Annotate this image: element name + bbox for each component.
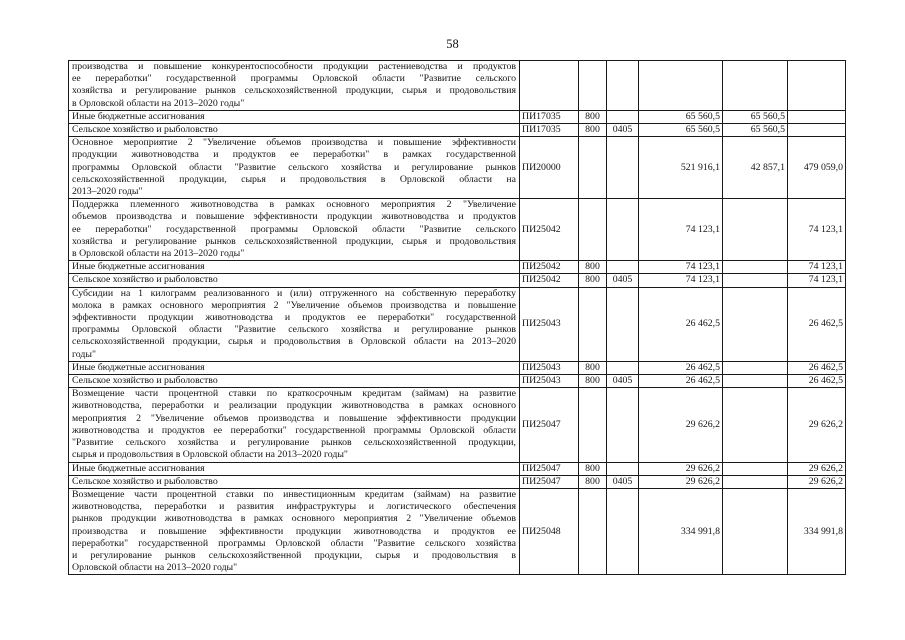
amount-2-cell — [723, 361, 788, 374]
row-description — [69, 274, 520, 287]
amount-1-cell: 74 123,1 — [639, 274, 723, 287]
section-code-cell — [607, 199, 639, 261]
budget-code-cell: ПИ25042 — [520, 199, 579, 261]
table-body — [69, 61, 846, 575]
budget-code-cell: ПИ20000 — [520, 137, 579, 199]
budget-code-cell: ПИ25043 — [520, 361, 579, 374]
expense-type-cell — [579, 388, 607, 462]
section-code-cell — [607, 488, 639, 574]
amount-3-cell: 479 059,0 — [788, 137, 846, 199]
description-line: животноводства и продуктов ее переработки" государственной программы Орловской области — [72, 424, 516, 436]
description-line: хозяйства и регулирование рынков сельскохозяйственной продукции, сырья и продовольствия — [72, 235, 516, 247]
row-description — [69, 361, 520, 374]
amount-2-cell: 42 857,1 — [723, 137, 788, 199]
description-line: 2013–2020 годы" — [72, 186, 143, 198]
description-line: молока в рамках основного мероприятия 2 "Увеличение объемов производства и повышение — [72, 299, 516, 311]
section-code-cell — [607, 361, 639, 374]
description-line: программы Орловской области "Развитие сельского хозяйства и регулирование рынков — [72, 324, 516, 336]
row-description — [69, 388, 520, 462]
section-code-cell — [607, 462, 639, 475]
amount-2-cell — [723, 199, 788, 261]
budget-code-cell: ПИ25042 — [520, 274, 579, 287]
row-description — [69, 110, 520, 123]
budget-code-cell: ПИ25043 — [520, 287, 579, 361]
description-line: сельскохозяйственной продукции, сырья и продовольствия в Орловской области на — [72, 173, 516, 185]
description-line: ее переработки" государственной программы Орловской области "Развитие сельского — [72, 73, 516, 85]
expense-type-cell — [579, 137, 607, 199]
description-line: Иные бюджетные ассигнования — [72, 261, 205, 273]
amount-2-cell — [723, 488, 788, 574]
amount-1-cell: 26 462,5 — [639, 375, 723, 388]
budget-code-cell: ПИ25047 — [520, 475, 579, 488]
section-code-cell — [607, 287, 639, 361]
description-line: Основное мероприятие 2 "Увеличение объемов производства и повышение эффективности — [72, 137, 516, 149]
expense-type-cell — [579, 61, 607, 111]
description-line: "Развитие сельского хозяйства и регулирование рынков сельскохозяйственной продукции, — [72, 437, 516, 449]
section-code-cell: 0405 — [607, 375, 639, 388]
description-line: и регулирование рынков сельскохозяйственной продукции, сырья и продовольствия в — [72, 549, 516, 561]
amount-1-cell: 65 560,5 — [639, 124, 723, 137]
amount-1-cell: 29 626,2 — [639, 475, 723, 488]
description-line: производства и повышение конкурентоспособности продукции растениеводства и продуктов — [72, 61, 516, 72]
section-code-cell — [607, 137, 639, 199]
section-code-cell: 0405 — [607, 274, 639, 287]
amount-1-cell — [639, 61, 723, 111]
budget-code-cell: ПИ25042 — [520, 261, 579, 274]
section-code-cell: 0405 — [607, 124, 639, 137]
amount-3-cell: 26 462,5 — [788, 287, 846, 361]
table-row — [69, 261, 846, 274]
table-row — [69, 287, 846, 361]
section-code-cell — [607, 388, 639, 462]
amount-3-cell: 74 123,1 — [788, 261, 846, 274]
expense-type-cell: 800 — [579, 110, 607, 123]
expense-type-cell — [579, 199, 607, 261]
amount-1-cell: 74 123,1 — [639, 261, 723, 274]
amount-2-cell — [723, 388, 788, 462]
expense-type-cell: 800 — [579, 124, 607, 137]
amount-2-cell — [723, 274, 788, 287]
section-code-cell — [607, 61, 639, 111]
row-description — [69, 124, 520, 137]
description-line: в Орловской области на 2013–2020 годы" — [72, 97, 245, 109]
amount-3-cell: 26 462,5 — [788, 375, 846, 388]
description-line: Сельское хозяйство и рыболовство — [72, 375, 218, 387]
description-line: Сельское хозяйство и рыболовство — [72, 475, 218, 487]
description-line: Сельское хозяйство и рыболовство — [72, 274, 218, 286]
expense-type-cell — [579, 488, 607, 574]
amount-3-cell: 74 123,1 — [788, 274, 846, 287]
description-line: Возмещение части процентной ставки по краткосрочным кредитам (займам) на развитие — [72, 388, 516, 400]
amount-1-cell: 26 462,5 — [639, 361, 723, 374]
table-row — [69, 462, 846, 475]
row-description — [69, 287, 520, 361]
budget-code-cell: ПИ17035 — [520, 124, 579, 137]
description-line: мероприятия 2 "Увеличение объемов производства и повышение эффективности продукции — [72, 412, 516, 424]
amount-3-cell — [788, 124, 846, 137]
table-row — [69, 124, 846, 137]
budget-code-cell: ПИ25043 — [520, 375, 579, 388]
description-line: переработки" государственной программы Орловской области "Развитие сельского хозяйства — [72, 537, 516, 549]
budget-table — [68, 60, 846, 575]
description-line: объемов производства и повышение эффективности продукции животноводства и продуктов — [72, 211, 516, 223]
amount-1-cell: 26 462,5 — [639, 287, 723, 361]
description-line: эффективности продукции животноводства и продуктов ее переработки" государственной — [72, 312, 516, 324]
row-description — [69, 375, 520, 388]
row-description — [69, 475, 520, 488]
budget-code-cell: ПИ25047 — [520, 462, 579, 475]
description-line: животноводства, переработки и развития инфраструктуры и логистического обеспечения — [72, 501, 516, 513]
amount-3-cell: 26 462,5 — [788, 361, 846, 374]
page-number: 58 — [446, 37, 459, 51]
budget-code-cell: ПИ17035 — [520, 110, 579, 123]
expense-type-cell: 800 — [579, 274, 607, 287]
expense-type-cell: 800 — [579, 375, 607, 388]
description-line: хозяйства и регулирование рынков сельскохозяйственной продукции, сырья и продовольствия — [72, 85, 516, 97]
description-line: Иные бюджетные ассигнования — [72, 462, 205, 474]
amount-2-cell: 65 560,5 — [723, 124, 788, 137]
expense-type-cell: 800 — [579, 361, 607, 374]
row-description — [69, 488, 520, 574]
section-code-cell: 0405 — [607, 475, 639, 488]
amount-1-cell: 29 626,2 — [639, 462, 723, 475]
description-line: рынков продукции животноводства в рамках основного мероприятия 2 "Увеличение объемов — [72, 513, 516, 525]
amount-2-cell — [723, 261, 788, 274]
budget-code-cell: ПИ25048 — [520, 488, 579, 574]
table-row — [69, 137, 846, 199]
row-description — [69, 462, 520, 475]
description-line: производства и повышение эффективности продукции животноводства и продуктов ее — [72, 525, 516, 537]
expense-type-cell — [579, 287, 607, 361]
description-line: сельскохозяйственной продукции, сырья и продовольствия в Орловской области на 2013–2020 — [72, 336, 516, 348]
table-row — [69, 388, 846, 462]
table-row — [69, 110, 846, 123]
amount-1-cell: 65 560,5 — [639, 110, 723, 123]
table-row — [69, 361, 846, 374]
table-row — [69, 199, 846, 261]
description-line: Субсидии на 1 килограмм реализованного и (или) отгруженного на собственную переработку — [72, 287, 516, 299]
amount-2-cell — [723, 287, 788, 361]
amount-3-cell: 74 123,1 — [788, 199, 846, 261]
description-line: Возмещение части процентной ставки по инвестиционным кредитам (займам) на развитие — [72, 488, 516, 500]
expense-type-cell: 800 — [579, 462, 607, 475]
table-row — [69, 488, 846, 574]
description-line: Орловской области на 2013–2020 годы" — [72, 562, 238, 574]
description-line: годы" — [72, 348, 96, 360]
table-row — [69, 375, 846, 388]
amount-3-cell: 334 991,8 — [788, 488, 846, 574]
amount-3-cell — [788, 110, 846, 123]
row-description — [69, 261, 520, 274]
section-code-cell — [607, 261, 639, 274]
expense-type-cell: 800 — [579, 475, 607, 488]
table-row — [69, 475, 846, 488]
budget-code-cell: ПИ25047 — [520, 388, 579, 462]
amount-2-cell — [723, 375, 788, 388]
description-line: Иные бюджетные ассигнования — [72, 110, 205, 122]
amount-2-cell — [723, 475, 788, 488]
amount-2-cell — [723, 462, 788, 475]
amount-3-cell: 29 626,2 — [788, 388, 846, 462]
description-line: сырья и продовольствия в Орловской области на 2013–2020 годы" — [72, 449, 348, 461]
row-description — [69, 199, 520, 261]
amount-1-cell: 334 991,8 — [639, 488, 723, 574]
description-line: продукции животноводства и продуктов ее переработки" в рамках государственной — [72, 149, 516, 161]
description-line: ее переработки" государственной программы Орловской области "Развитие сельского — [72, 223, 516, 235]
table-row — [69, 274, 846, 287]
description-line: Поддержка племенного животноводства в рамках основного мероприятия 2 "Увеличение — [72, 199, 516, 211]
description-line: программы Орловской области "Развитие сельского хозяйства и регулирование рынков — [72, 161, 516, 173]
row-description — [69, 137, 520, 199]
amount-3-cell: 29 626,2 — [788, 462, 846, 475]
amount-2-cell — [723, 61, 788, 111]
section-code-cell — [607, 110, 639, 123]
description-line: Сельское хозяйство и рыболовство — [72, 124, 218, 136]
description-line: в Орловской области на 2013–2020 годы" — [72, 248, 245, 260]
amount-1-cell: 74 123,1 — [639, 199, 723, 261]
budget-code-cell — [520, 61, 579, 111]
description-line: Иные бюджетные ассигнования — [72, 361, 205, 373]
amount-2-cell: 65 560,5 — [723, 110, 788, 123]
amount-1-cell: 521 916,1 — [639, 137, 723, 199]
table-row — [69, 61, 846, 111]
amount-3-cell: 29 626,2 — [788, 475, 846, 488]
amount-1-cell: 29 626,2 — [639, 388, 723, 462]
row-description — [69, 61, 520, 111]
amount-3-cell — [788, 61, 846, 111]
description-line: животноводства, переработки и реализации продукции животноводства в рамках основного — [72, 400, 516, 412]
expense-type-cell: 800 — [579, 261, 607, 274]
